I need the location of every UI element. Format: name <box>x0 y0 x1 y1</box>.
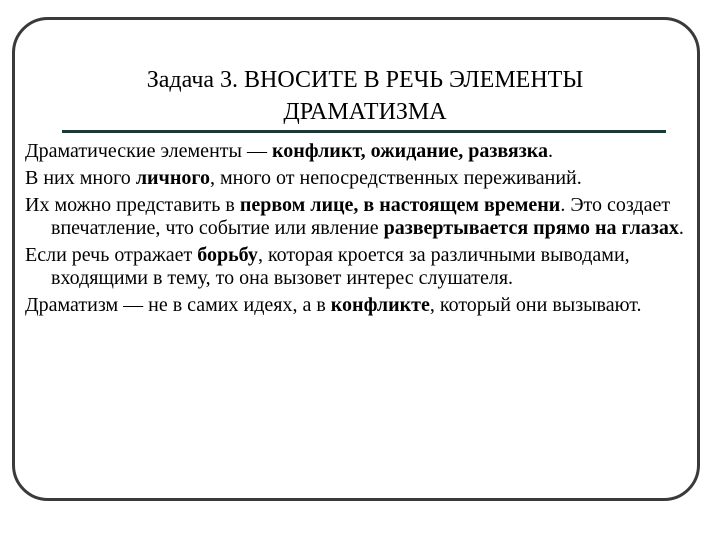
paragraph-emphasis: первом лице, в настоящем времени <box>239 194 561 216</box>
paragraph-dramatic-elements <box>25 140 695 163</box>
paragraph-text: . <box>548 140 554 162</box>
slide-title-line-1: Задача 3. ВНОСИТЕ В РЕЧЬ ЭЛЕМЕНТЫ <box>146 67 584 93</box>
paragraph-text: Драматические элементы — <box>25 140 272 162</box>
paragraph-emphasis: развертывается прямо на глазах <box>383 217 679 239</box>
paragraph-personal <box>25 167 695 190</box>
paragraph-emphasis: борьбу <box>197 244 258 266</box>
paragraph-conflict <box>25 294 695 317</box>
paragraph-first-person <box>25 194 695 240</box>
paragraph-text: Если речь отражает <box>25 244 198 266</box>
slide-title <box>60 64 670 128</box>
paragraph-text: , который они вызывают. <box>429 294 642 316</box>
paragraph-text: Драматизм — не в самих идеях, а в <box>25 294 331 316</box>
paragraph-text: . <box>678 217 684 239</box>
paragraph-struggle <box>25 244 695 290</box>
slide-title-line-2: ДРАМАТИЗМА <box>283 99 447 125</box>
paragraph-emphasis: конфликт, ожидание, развязка <box>271 140 549 162</box>
paragraph-text: , много от непосредственных переживаний. <box>209 167 582 189</box>
paragraph-emphasis: конфликте <box>330 294 430 316</box>
paragraph-text: Их можно представить в <box>25 194 240 216</box>
paragraph-emphasis: личного <box>135 167 210 189</box>
paragraph-text: , которая кроется за различными выводами, входящими в тему, то она вызовет интерес слушателя. <box>51 244 630 289</box>
title-underline <box>62 130 666 133</box>
paragraph-text: В них много <box>25 167 136 189</box>
paragraph-text: . Это создает впечатление, что событие или явление <box>51 194 671 239</box>
slide-body <box>25 140 695 321</box>
